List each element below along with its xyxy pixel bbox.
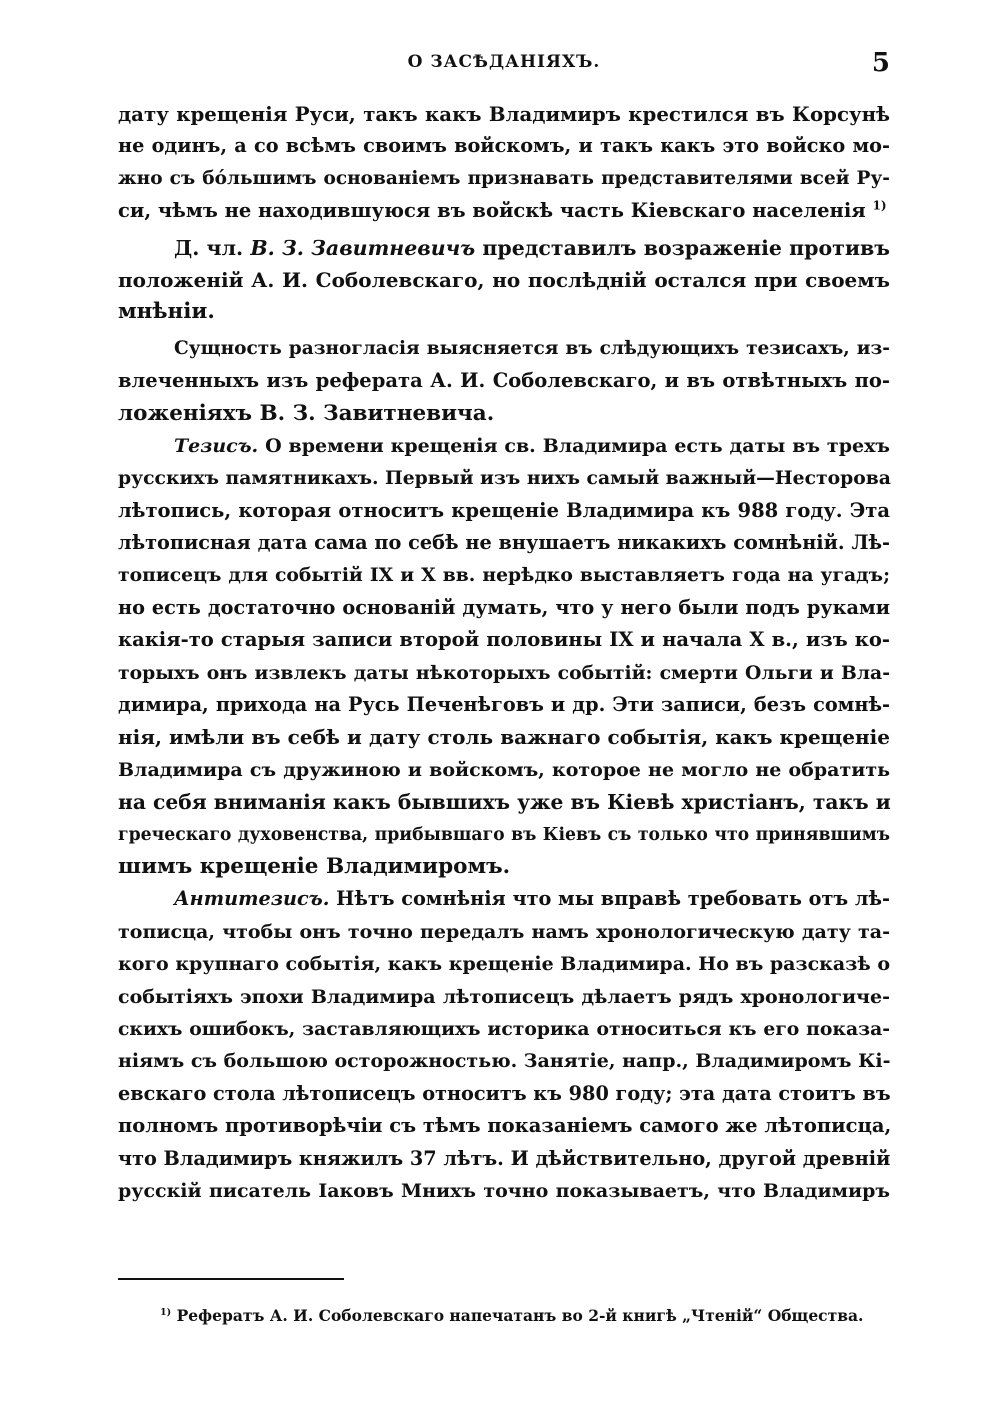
- text-line: что Владимиръ княжилъ 37 лѣтъ. И дѣйствительно, другой древній: [118, 1146, 891, 1170]
- text-line: положеній А. И. Соболевскаго, но послѣдній остался при своемъ: [118, 267, 890, 292]
- text-line: но есть достаточно основаній думать, что у него были подъ руками: [118, 595, 890, 619]
- body-text: [118, 98, 890, 1207]
- text-line: Владимира съ дружиною и войскомъ, которое не могло не обратить: [118, 758, 890, 781]
- text-line: ніямъ съ большою осторожностью. Занятіе, напр., Владимиромъ Кі-: [118, 1050, 891, 1073]
- footnote-rule: [118, 1278, 344, 1280]
- text-line: шимъ крещеніе Владимиромъ.: [118, 853, 511, 879]
- text-line: тописца, чтобы онъ точно передалъ намъ хронологическую дату та-: [118, 920, 890, 943]
- text-line: лѣтопись, которая относитъ крещеніе Владимира къ 988 году. Эта: [118, 498, 890, 522]
- text-line: димира, прихода на Русь Печенѣговъ и др. Эти записи, безъ сомнѣ-: [118, 693, 890, 717]
- text-line: [118, 430, 890, 462]
- text-line: кого крупнаго событія, какъ крещеніе Владимира. Но въ разсказѣ о: [118, 953, 890, 976]
- text-line-content: си, чѣмъ не находившуюся въ войскѣ часть Кіевскаго населенія: [118, 199, 866, 223]
- thesis-label: Тезисъ.: [174, 434, 259, 457]
- footnote-reference: 1): [872, 198, 887, 213]
- text-line: [118, 232, 890, 264]
- text-line: нія, имѣли въ себѣ и дату столь важнаго событія, какъ крещеніе: [118, 725, 890, 750]
- text-line: влеченныхъ изъ реферата А. И. Соболевскаго, и въ отвѣтныхъ по-: [118, 369, 890, 393]
- member-name: В. З. Завитневичъ: [250, 235, 476, 260]
- text-line-content: представилъ возраженіе противъ: [482, 235, 891, 260]
- text-line: русскій писатель Іаковъ Мнихъ точно показываетъ, что Владимиръ: [118, 1179, 890, 1202]
- page-number: 5: [871, 48, 890, 78]
- text-line: тописецъ для событій IX и X вв. нерѣдко выставляетъ года на угадъ;: [118, 564, 890, 587]
- text-line: русскихъ памятникахъ. Первый изъ нихъ самый важный—Несторова: [118, 467, 891, 490]
- running-title: О ЗАСѢДАНІЯХЪ.: [407, 52, 601, 72]
- text-line: ложеніяхъ В. З. Завитневича.: [118, 400, 495, 426]
- text-line: мнѣніи.: [118, 299, 215, 325]
- member-title: Д. чл.: [174, 235, 244, 260]
- text-line: дату крещенія Руси, такъ какъ Владимиръ крестился въ Корсунѣ: [118, 102, 890, 126]
- text-line: греческаго духовенства, прибывшаго въ Кіевъ съ только что принявшимъ: [118, 824, 890, 845]
- text-line: жно съ бо́льшимъ основаніемъ признавать представителями всей Ру-: [118, 167, 890, 189]
- antithesis-label: Антитезисъ.: [174, 887, 330, 911]
- text-line: [118, 883, 890, 915]
- text-line: полномъ противорѣчіи съ тѣмъ показаніемъ самого же лѣтописца,: [118, 1114, 892, 1138]
- text-line: евскаго стола лѣтописецъ относитъ къ 980 году; эта дата стоитъ въ: [118, 1081, 891, 1105]
- text-line: скихъ ошибокъ, заставляющихъ историка относиться къ его показа-: [118, 1017, 890, 1040]
- text-line: событіяхъ эпохи Владимира лѣтописецъ дѣлаетъ рядъ хронологиче-: [118, 985, 890, 1008]
- footnote-text: Рефератъ А. И. Соболевскаго напечатанъ во 2-й книгѣ „Чтеній“ Общества.: [176, 1306, 864, 1325]
- text-line: на себя вниманія какъ бывшихъ уже въ Кіевѣ христіанъ, такъ и: [118, 790, 891, 815]
- footnote: [160, 1306, 890, 1325]
- text-line: Сущность разногласія выясняется въ слѣдующихъ тезисахъ, из-: [174, 337, 890, 359]
- text-line-content: Нѣтъ сомнѣнія что мы вправѣ требовать отъ лѣ-: [336, 887, 890, 911]
- footnote-mark: 1): [160, 1306, 172, 1318]
- text-line: не одинъ, а со всѣмъ своимъ войскомъ, и такъ какъ это войско мо-: [118, 134, 890, 158]
- text-line: [118, 195, 890, 227]
- text-line: торыхъ онъ извлекъ даты нѣкоторыхъ событій: смерти Ольги и Вла-: [118, 661, 890, 684]
- running-head: [118, 48, 890, 78]
- text-line: лѣтописная дата сама по себѣ не внушаетъ никакихъ сомнѣній. Лѣ-: [118, 531, 890, 555]
- text-line-content: О времени крещенія св. Владимира есть даты въ трехъ: [265, 434, 890, 457]
- text-line: какія-то старыя записи второй половины IX и начала X в., изъ ко-: [118, 628, 890, 652]
